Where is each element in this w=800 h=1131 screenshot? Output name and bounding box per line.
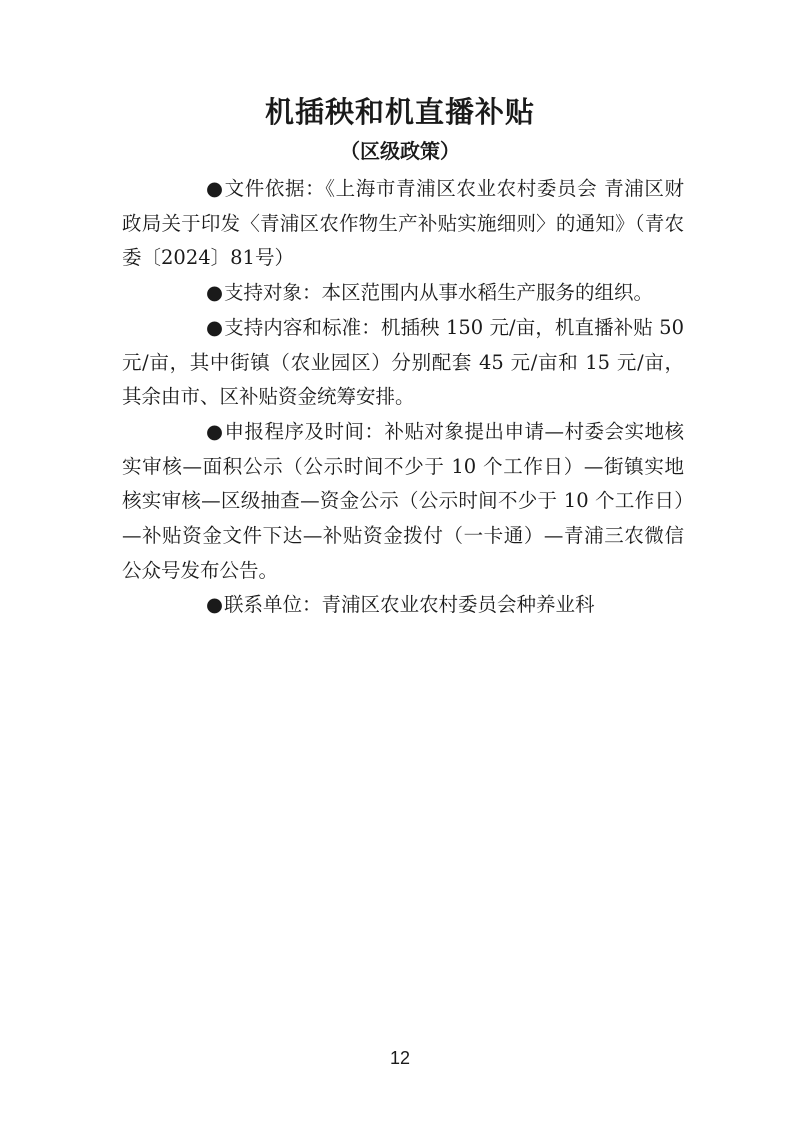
paragraph-text: 支持内容和标准：机插秧 150 元/亩，机直播补贴 50 元/亩，其中街镇（农业园区）分别配套 45 元/亩和 15 元/亩，其余由市、区补贴资金统筹安排。 bbox=[122, 315, 684, 409]
paragraph-contact bbox=[122, 588, 684, 623]
paragraph-procedure bbox=[122, 415, 684, 589]
paragraph-standard bbox=[122, 311, 684, 415]
paragraph-text: 申报程序及时间：补贴对象提出申请—村委会实地核实审核—面积公示（公示时间不少于 10 个工作日）—街镇实地核实审核—区级抽查—资金公示（公示时间不少于 10 个工作日）—补贴资金文件下达—补贴资金拨付（一卡通）—青浦三农微信公众号发布公告。 bbox=[122, 419, 684, 582]
paragraph-target bbox=[122, 276, 684, 311]
bullet-icon: ● bbox=[206, 419, 224, 443]
paragraph-text: 文件依据：《上海市青浦区农业农村委员会 青浦区财政局关于印发〈青浦区农作物生产补贴实施细则〉的通知》（青农委〔2024〕81号） bbox=[122, 177, 684, 270]
page-subtitle: （区级政策） bbox=[340, 139, 460, 163]
policy-body bbox=[122, 172, 684, 623]
bullet-icon: ● bbox=[206, 315, 224, 339]
paragraph-text: 联系单位：青浦区农业农村委员会种养业科 bbox=[224, 593, 595, 617]
paragraph-basis bbox=[122, 172, 684, 276]
page-number: 12 bbox=[389, 1048, 411, 1068]
bullet-icon: ● bbox=[206, 177, 224, 200]
paragraph-text: 支持对象：本区范围内从事水稻生产服务的组织。 bbox=[224, 281, 654, 305]
bullet-icon: ● bbox=[206, 281, 224, 305]
bullet-icon: ● bbox=[206, 593, 224, 617]
page-title: 机插秧和机直播补贴 bbox=[264, 95, 535, 129]
